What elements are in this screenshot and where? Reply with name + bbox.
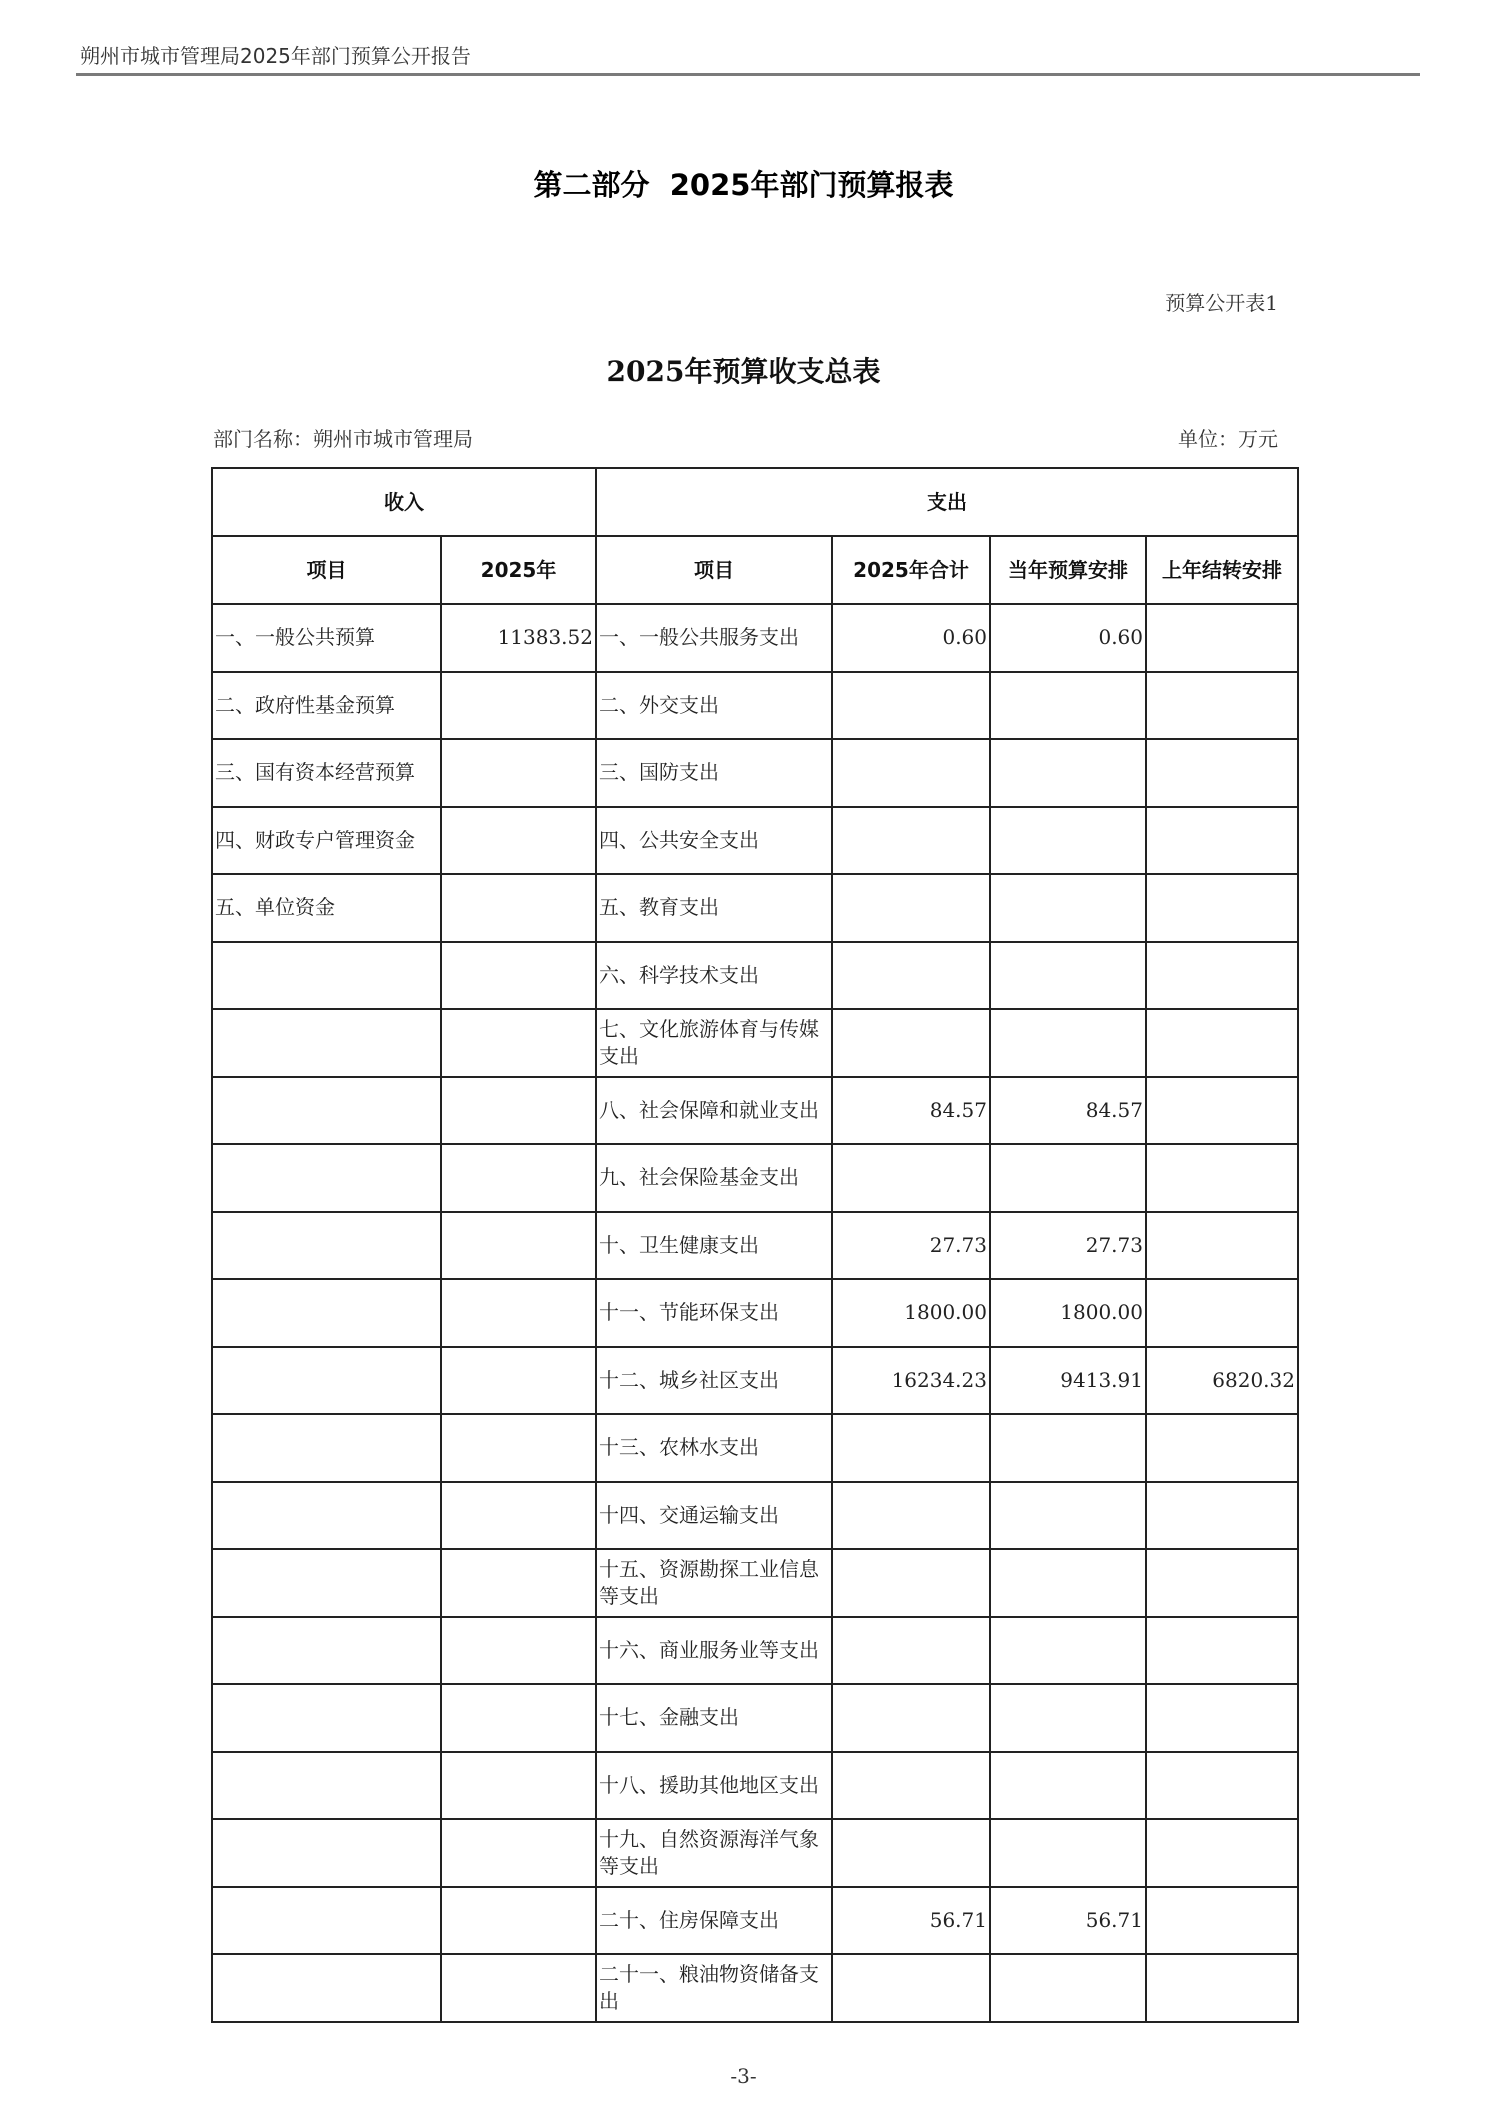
expense-total-cell	[832, 874, 990, 942]
expense-item-cell: 十二、城乡社区支出	[596, 1347, 832, 1415]
col-expense-item: 项目	[596, 536, 832, 604]
expense-item-cell: 十八、援助其他地区支出	[596, 1752, 832, 1820]
expense-total-cell	[832, 1819, 990, 1887]
expense-item-cell: 十七、金融支出	[596, 1684, 832, 1752]
table-row	[212, 1212, 1298, 1280]
table-row	[212, 739, 1298, 807]
expense-item-cell: 五、教育支出	[596, 874, 832, 942]
income-value-cell	[441, 874, 596, 942]
col-income-2025: 2025年	[441, 536, 596, 604]
table-row	[212, 1347, 1298, 1415]
page-number: -3-	[730, 2064, 757, 2088]
running-header: 朔州市城市管理局2025年部门预算公开报告	[80, 44, 471, 68]
expense-carryover-cell	[1146, 1549, 1298, 1617]
income-item-cell: 一、一般公共预算	[212, 604, 441, 672]
income-value-cell	[441, 1954, 596, 2022]
income-value-cell	[441, 1009, 596, 1077]
expense-current-cell	[990, 1549, 1146, 1617]
table-row	[212, 604, 1298, 672]
expense-total-cell	[832, 1549, 990, 1617]
col-expense-carryover: 上年结转安排	[1146, 536, 1298, 604]
expense-carryover-cell	[1146, 1414, 1298, 1482]
expense-total-cell	[832, 1752, 990, 1820]
unit-label: 单位：万元	[1178, 427, 1278, 451]
expense-carryover-cell	[1146, 807, 1298, 875]
income-value-cell	[441, 1549, 596, 1617]
income-value-cell: 11383.52	[441, 604, 596, 672]
expense-carryover-cell	[1146, 1009, 1298, 1077]
col-expense-current: 当年预算安排	[990, 536, 1146, 604]
expense-total-cell: 0.60	[832, 604, 990, 672]
expense-carryover-cell	[1146, 942, 1298, 1010]
expense-total-cell: 84.57	[832, 1077, 990, 1145]
expense-total-cell: 56.71	[832, 1887, 990, 1955]
expense-current-cell	[990, 1819, 1146, 1887]
income-value-cell	[441, 1482, 596, 1550]
expense-total-cell	[832, 942, 990, 1010]
expense-current-cell	[990, 807, 1146, 875]
expense-current-cell: 27.73	[990, 1212, 1146, 1280]
income-item-cell	[212, 1144, 441, 1212]
header-row-columns	[212, 536, 1298, 604]
table-row	[212, 1549, 1298, 1617]
expense-current-cell: 56.71	[990, 1887, 1146, 1955]
income-value-cell	[441, 807, 596, 875]
income-item-cell	[212, 1617, 441, 1685]
expense-current-cell	[990, 1482, 1146, 1550]
col-expense-total: 2025年合计	[832, 536, 990, 604]
income-item-cell	[212, 1279, 441, 1347]
expense-current-cell	[990, 672, 1146, 740]
income-value-cell	[441, 1347, 596, 1415]
expense-item-cell: 三、国防支出	[596, 739, 832, 807]
income-value-cell	[441, 739, 596, 807]
expense-carryover-cell	[1146, 1887, 1298, 1955]
table-row	[212, 874, 1298, 942]
expense-carryover-cell	[1146, 1684, 1298, 1752]
expense-total-cell	[832, 1684, 990, 1752]
table-row	[212, 1009, 1298, 1077]
table-row	[212, 1077, 1298, 1145]
income-item-cell: 五、单位资金	[212, 874, 441, 942]
income-value-cell	[441, 1144, 596, 1212]
expense-carryover-cell	[1146, 672, 1298, 740]
table-row	[212, 672, 1298, 740]
table-row	[212, 1887, 1298, 1955]
expense-header: 支出	[596, 468, 1298, 536]
income-value-cell	[441, 1212, 596, 1280]
expense-total-cell	[832, 1617, 990, 1685]
expense-total-cell	[832, 1482, 990, 1550]
expense-total-cell	[832, 807, 990, 875]
table-row	[212, 1819, 1298, 1887]
expense-item-cell: 二十一、粮油物资储备支出	[596, 1954, 832, 2022]
table-row	[212, 1482, 1298, 1550]
expense-item-cell: 二十、住房保障支出	[596, 1887, 832, 1955]
income-item-cell: 三、国有资本经营预算	[212, 739, 441, 807]
table-row	[212, 942, 1298, 1010]
expense-item-cell: 九、社会保险基金支出	[596, 1144, 832, 1212]
table-row	[212, 1414, 1298, 1482]
income-item-cell	[212, 1684, 441, 1752]
expense-item-cell: 十六、商业服务业等支出	[596, 1617, 832, 1685]
income-item-cell: 二、政府性基金预算	[212, 672, 441, 740]
income-item-cell	[212, 942, 441, 1010]
expense-current-cell	[990, 1684, 1146, 1752]
income-item-cell	[212, 1752, 441, 1820]
expense-current-cell: 0.60	[990, 604, 1146, 672]
expense-total-cell	[832, 1414, 990, 1482]
expense-carryover-cell	[1146, 874, 1298, 942]
income-item-cell	[212, 1482, 441, 1550]
income-item-cell	[212, 1887, 441, 1955]
expense-total-cell	[832, 672, 990, 740]
income-value-cell	[441, 1887, 596, 1955]
expense-carryover-cell	[1146, 1144, 1298, 1212]
income-value-cell	[441, 1077, 596, 1145]
income-item-cell	[212, 1347, 441, 1415]
income-value-cell	[441, 1617, 596, 1685]
expense-current-cell	[990, 1752, 1146, 1820]
header-rule	[76, 73, 1420, 76]
expense-total-cell: 27.73	[832, 1212, 990, 1280]
income-value-cell	[441, 942, 596, 1010]
expense-item-cell: 十三、农林水支出	[596, 1414, 832, 1482]
income-item-cell	[212, 1009, 441, 1077]
expense-total-cell: 16234.23	[832, 1347, 990, 1415]
col-income-item: 项目	[212, 536, 441, 604]
expense-total-cell	[832, 1144, 990, 1212]
expense-current-cell	[990, 1617, 1146, 1685]
income-item-cell	[212, 1549, 441, 1617]
table-row	[212, 1144, 1298, 1212]
table-row	[212, 1684, 1298, 1752]
expense-total-cell	[832, 739, 990, 807]
income-value-cell	[441, 1279, 596, 1347]
expense-item-cell: 一、一般公共服务支出	[596, 604, 832, 672]
expense-current-cell: 84.57	[990, 1077, 1146, 1145]
header-row-group	[212, 468, 1298, 536]
table-number: 预算公开表1	[1165, 291, 1278, 315]
table-row	[212, 1752, 1298, 1820]
expense-carryover-cell	[1146, 1954, 1298, 2022]
expense-current-cell: 9413.91	[990, 1347, 1146, 1415]
table-row	[212, 1954, 1298, 2022]
expense-current-cell	[990, 1144, 1146, 1212]
income-item-cell	[212, 1077, 441, 1145]
expense-current-cell: 1800.00	[990, 1279, 1146, 1347]
expense-item-cell: 六、科学技术支出	[596, 942, 832, 1010]
expense-carryover-cell	[1146, 739, 1298, 807]
expense-current-cell	[990, 1414, 1146, 1482]
expense-item-cell: 二、外交支出	[596, 672, 832, 740]
expense-carryover-cell	[1146, 1279, 1298, 1347]
expense-item-cell: 十、卫生健康支出	[596, 1212, 832, 1280]
income-item-cell	[212, 1819, 441, 1887]
table-row	[212, 1279, 1298, 1347]
expense-item-cell: 四、公共安全支出	[596, 807, 832, 875]
expense-carryover-cell	[1146, 1617, 1298, 1685]
part-title: 第二部分 2025年部门预算报表	[533, 168, 954, 202]
expense-current-cell	[990, 874, 1146, 942]
expense-total-cell: 1800.00	[832, 1279, 990, 1347]
budget-summary-table	[211, 467, 1299, 2023]
income-value-cell	[441, 1752, 596, 1820]
department-name: 部门名称：朔州市城市管理局	[213, 427, 473, 451]
income-header: 收入	[212, 468, 596, 536]
expense-current-cell	[990, 1954, 1146, 2022]
expense-item-cell: 十五、资源勘探工业信息等支出	[596, 1549, 832, 1617]
expense-current-cell	[990, 1009, 1146, 1077]
table-title: 2025年预算收支总表	[606, 355, 881, 388]
expense-carryover-cell	[1146, 1482, 1298, 1550]
expense-total-cell	[832, 1009, 990, 1077]
income-item-cell	[212, 1414, 441, 1482]
expense-item-cell: 八、社会保障和就业支出	[596, 1077, 832, 1145]
expense-carryover-cell	[1146, 1212, 1298, 1280]
income-value-cell	[441, 1684, 596, 1752]
table-row	[212, 1617, 1298, 1685]
income-value-cell	[441, 672, 596, 740]
income-item-cell	[212, 1212, 441, 1280]
income-item-cell: 四、财政专户管理资金	[212, 807, 441, 875]
expense-item-cell: 十四、交通运输支出	[596, 1482, 832, 1550]
expense-carryover-cell	[1146, 604, 1298, 672]
income-item-cell	[212, 1954, 441, 2022]
income-value-cell	[441, 1414, 596, 1482]
expense-item-cell: 十一、节能环保支出	[596, 1279, 832, 1347]
table-row	[212, 807, 1298, 875]
expense-item-cell: 十九、自然资源海洋气象等支出	[596, 1819, 832, 1887]
expense-current-cell	[990, 942, 1146, 1010]
expense-carryover-cell	[1146, 1077, 1298, 1145]
expense-carryover-cell: 6820.32	[1146, 1347, 1298, 1415]
expense-carryover-cell	[1146, 1819, 1298, 1887]
expense-carryover-cell	[1146, 1752, 1298, 1820]
expense-current-cell	[990, 739, 1146, 807]
expense-item-cell: 七、文化旅游体育与传媒支出	[596, 1009, 832, 1077]
expense-total-cell	[832, 1954, 990, 2022]
income-value-cell	[441, 1819, 596, 1887]
